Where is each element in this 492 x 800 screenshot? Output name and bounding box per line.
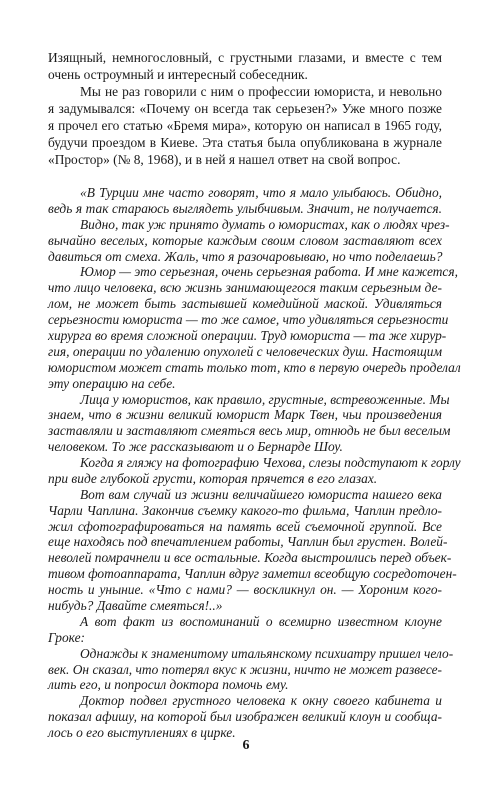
quote-line: Гроке:: [48, 629, 85, 645]
quote-line: век. Он сказал, что потерял вкус к жизни, ничто не может развесе-: [48, 661, 442, 677]
quote-line: Когда я гляжу на фотографию Чехова, слезы подступают к горлу: [80, 455, 461, 470]
quote-line: человеком. То же рассказывают и о Бернарде Шоу.: [48, 439, 343, 455]
quote-line: ведь я так стараюсь выглядеть улыбчивым. Значит, не получается.: [48, 200, 442, 216]
quote-line: Вот вам случай из жизни величайшего юмориста нашего века: [80, 486, 442, 502]
intro-line: очень остроумный и интересный собеседник.: [48, 67, 308, 82]
quote-line: Лица у юмористов, как правило, грустные, встревоженные. Мы: [80, 391, 450, 407]
quote-line: лить его, и попросил доктора помочь ему.: [48, 677, 289, 693]
quote-line: серьезности юмориста — то же самое, что удивляться серьезности: [48, 312, 449, 328]
intro-line: я задумывался: «Почему он всегда так серьезен?» Уже много позже: [48, 101, 442, 116]
quote-line: А вот факт из воспоминаний о всемирно известном клоуне: [80, 613, 442, 629]
intro-line: «Простор» (№ 8, 1968), и в ней я нашел ответ на свой вопрос.: [48, 152, 401, 167]
quote-line: эту операцию на себе.: [48, 375, 176, 391]
quote-line: показал афишу, на которой был изображен великий клоун и сообща-: [48, 709, 442, 725]
quote-line: нибудь? Давайте смеяться!..»: [48, 597, 223, 613]
quote-line: давиться от смеха. Жаль, что я разочаровываю, но что поделаешь?: [48, 248, 443, 264]
quote-line: Однажды к знаменитому итальянскому психиатру пришел чело-: [80, 645, 454, 661]
intro-line: я прочел его статью «Бремя мира», которую он написал в 1965 году,: [48, 118, 442, 133]
quote-line: жил сфотографироваться на память всей съемочной группой. Все: [48, 518, 442, 534]
quote-line: вычайно веселых, которые каждым своим словом заставляют всех: [48, 232, 442, 248]
quote-line: знаем, что в жизни великий юморист Марк Твен, чьи произведения: [48, 407, 442, 423]
page-number: 6: [242, 738, 250, 753]
quote-line: Юмор — это серьезная, очень серьезная работа. И мне кажется,: [80, 264, 458, 280]
quote-line: при виде глубокой грусти, которая прячется в его глазах.: [48, 470, 378, 486]
quote-line: хирурга во время сложной операции. Труд юмориста — та же хирур-: [48, 327, 447, 343]
quote-line: «В Турции мне часто говорят, что я мало улыбаюсь. Обидно,: [80, 185, 442, 200]
intro-line: Мы не раз говорили с ним о профессии юмориста, и невольно: [80, 84, 442, 99]
quote-line: лом, не может быть застывшей комедийной маской. Удивляться: [48, 296, 442, 312]
quote-line: что лицо человека, всю жизнь занимающегося таким серьезным де-: [48, 280, 442, 296]
quote-line: Чарли Чаплина. Закончив съемку какого-то фильма, Чаплин предло-: [48, 502, 442, 518]
quote-line: неволей помрачнели и все остальные. Когда выстроились перед объек-: [48, 550, 452, 566]
quote-line: заставляли и заставляют смеяться весь мир, отнюдь не был веселым: [48, 423, 451, 439]
quote-line: юмористом может стать только тот, кто в первую очередь проделал: [48, 359, 461, 375]
quote-line: гия, операции по удалению опухолей с человеческих душ. Настоящим: [48, 343, 442, 359]
quote-line: ность и уныние. «Что с нами? — воскликнул он. — Хороним кого-: [48, 582, 442, 598]
quote-line: Доктор подвел грустного человека к окну своего кабинета и: [80, 693, 442, 709]
quote-line: тивом фотоаппарата, Чаплин вдруг заметил всеобщую сосредоточен-: [48, 566, 457, 582]
quote-line: Видно, так уж принято думать о юмористах, как о людях чрез-: [80, 216, 450, 232]
quote-line: еще находясь под впечатлением работы, Чаплин был грустен. Волей-: [48, 534, 448, 550]
quote-line: лось о его выступлениях в цирке.: [48, 725, 236, 740]
intro-line: будучи проездом в Киеве. Эта статья была опубликована в журнале: [48, 135, 442, 150]
intro-line: Изящный, немногословный, с грустными глазами, и вместе с тем: [48, 50, 442, 65]
